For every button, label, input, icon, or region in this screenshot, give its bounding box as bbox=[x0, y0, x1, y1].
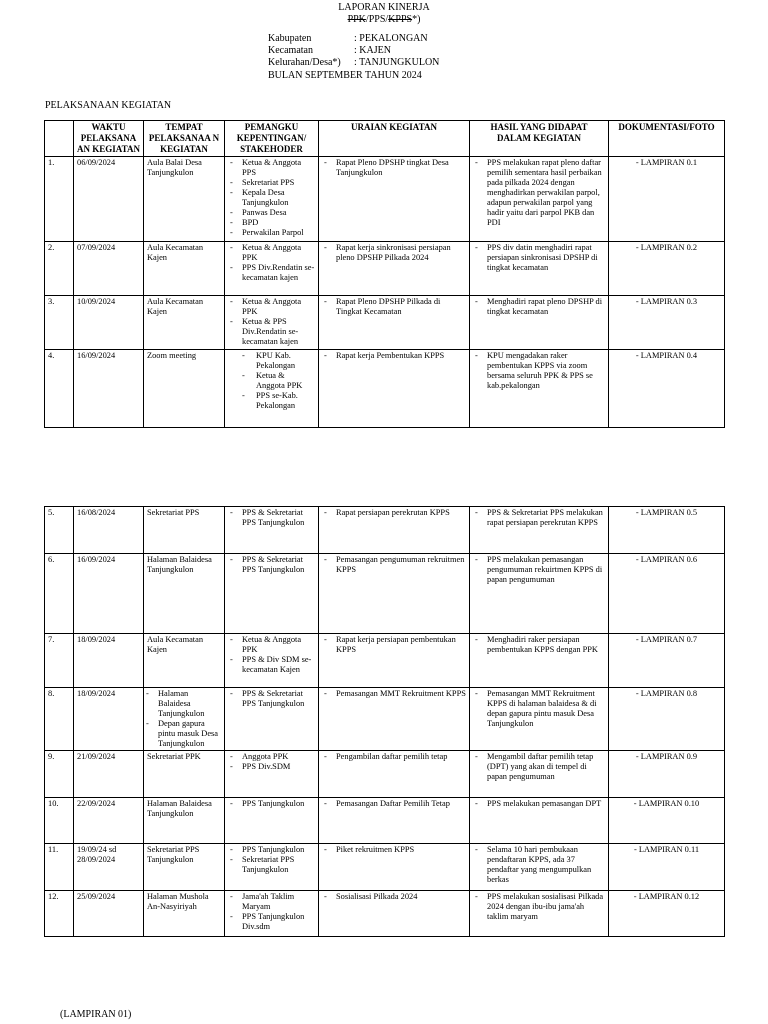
cell-documentation: - LAMPIRAN 0.8 bbox=[609, 688, 725, 751]
cell-no: 9. bbox=[45, 751, 74, 798]
field-value: : KAJEN bbox=[354, 45, 391, 56]
col-waktu: WAKTU PELAKSANA AN KEGIATAN bbox=[74, 121, 144, 157]
bullet-list bbox=[228, 752, 315, 772]
cell-place: Aula Kecamatan Kajen bbox=[144, 242, 225, 296]
cell-date: 19/09/24 sd 28/09/2024 bbox=[74, 844, 144, 891]
bullet-list bbox=[228, 243, 315, 283]
struck-ppk: PPK bbox=[347, 14, 366, 25]
bullet-list bbox=[473, 892, 605, 922]
list-item: - Pemasangan pengumuman rekruitmen KPPS bbox=[336, 555, 466, 575]
bullet-list bbox=[473, 635, 605, 655]
cell-documentation: - LAMPIRAN 0.11 bbox=[609, 844, 725, 891]
list-item: - Ketua & Anggota PPK bbox=[242, 635, 315, 655]
table-row bbox=[45, 157, 725, 242]
list-item: - Perwakilan Parpol bbox=[242, 228, 315, 238]
cell-documentation: - LAMPIRAN 0.12 bbox=[609, 891, 725, 937]
list-item: - PPS Div.Rendatin se-kecamatan kajen bbox=[242, 263, 315, 283]
cell-uraian bbox=[319, 296, 470, 350]
cell-place: Halaman Balaidesa Tanjungkulon bbox=[144, 554, 225, 634]
bullet-list bbox=[228, 689, 315, 709]
bullet-list bbox=[322, 555, 466, 575]
cell-stakeholders bbox=[225, 891, 319, 937]
cell-uraian bbox=[319, 157, 470, 242]
bullet-list bbox=[144, 689, 221, 749]
report-subtitle bbox=[0, 14, 768, 26]
bullet-list bbox=[322, 752, 466, 762]
cell-hasil bbox=[470, 798, 609, 844]
list-item: - Rapat kerja sinkronisasi persiapan pleno DPSHP Pilkada 2024 bbox=[336, 243, 466, 263]
cell-stakeholders bbox=[225, 242, 319, 296]
cell-documentation: - LAMPIRAN 0.1 bbox=[609, 157, 725, 242]
table-row bbox=[45, 751, 725, 798]
attachment-ref: LAMPIRAN 0.7 bbox=[640, 635, 698, 644]
field-value: : TANJUNGKULON bbox=[354, 57, 440, 68]
list-item: - PPS melakukan pemasangan pengumuman rekuirtmen KPPS di papan pengumuman bbox=[487, 555, 605, 585]
list-item: - KPU mengadakan raker pembentukan KPPS via zoom bersama seluruh PPK & PPS se kab.pekalongan bbox=[487, 351, 605, 391]
col-hasil: HASIL YANG DIDAPAT DALAM KEGIATAN bbox=[470, 121, 609, 157]
table-row bbox=[45, 634, 725, 688]
cell-stakeholders bbox=[225, 157, 319, 242]
list-item: - PPS Div.SDM bbox=[242, 762, 315, 772]
field-kecamatan bbox=[268, 45, 439, 57]
cell-date: 16/09/2024 bbox=[74, 350, 144, 428]
cell-hasil bbox=[470, 554, 609, 634]
cell-no: 11. bbox=[45, 844, 74, 891]
bullet-list bbox=[473, 555, 605, 585]
field-kelurahan bbox=[268, 57, 439, 69]
bullet-list bbox=[322, 845, 466, 855]
cell-hasil bbox=[470, 751, 609, 798]
attachment-ref: LAMPIRAN 0.2 bbox=[640, 243, 698, 252]
cell-documentation: - LAMPIRAN 0.7 bbox=[609, 634, 725, 688]
col-pemangku: PEMANGKU KEPENTINGAN/ STAKEHODER bbox=[225, 121, 319, 157]
cell-date: 22/09/2024 bbox=[74, 798, 144, 844]
list-item: - PPS Tanjungkulon Div.sdm bbox=[242, 912, 315, 932]
list-item: - Ketua & Anggota PPK bbox=[242, 243, 315, 263]
cell-date: 21/09/2024 bbox=[74, 751, 144, 798]
cell-documentation: - LAMPIRAN 0.5 bbox=[609, 507, 725, 554]
bullet-list bbox=[322, 892, 466, 902]
list-item: - PPS melakukan sosialisasi Pilkada 2024 dengan ibu-ibu jama'ah taklim maryam bbox=[487, 892, 605, 922]
cell-uraian bbox=[319, 350, 470, 428]
list-item: - Depan gapura pintu masuk Desa Tanjungkulon bbox=[158, 719, 221, 749]
bullet-list bbox=[228, 508, 315, 528]
cell-place: Sekretariat PPS Tanjungkulon bbox=[144, 844, 225, 891]
field-value: : PEKALONGAN bbox=[354, 33, 428, 44]
bullet-list bbox=[322, 243, 466, 263]
report-period: BULAN SEPTEMBER TAHUN 2024 bbox=[268, 70, 422, 81]
bullet-list bbox=[473, 508, 605, 528]
list-item: - BPD bbox=[242, 218, 315, 228]
bullet-list bbox=[228, 351, 315, 411]
bullet-list bbox=[322, 508, 466, 518]
bullet-list bbox=[473, 351, 605, 391]
list-item: - Kepala Desa Tanjungkulon bbox=[242, 188, 315, 208]
cell-documentation: - LAMPIRAN 0.6 bbox=[609, 554, 725, 634]
cell-stakeholders bbox=[225, 554, 319, 634]
cell-stakeholders bbox=[225, 507, 319, 554]
list-item: - PPS & Sekretariat PPS melakukan rapat persiapan perekrutan KPPS bbox=[487, 508, 605, 528]
section-title: PELAKSANAAN KEGIATAN bbox=[45, 100, 172, 111]
bullet-list bbox=[228, 158, 315, 238]
cell-uraian bbox=[319, 891, 470, 937]
col-uraian: URAIAN KEGIATAN bbox=[319, 121, 470, 157]
cell-stakeholders bbox=[225, 296, 319, 350]
bullet-list bbox=[228, 555, 315, 575]
bullet-list bbox=[473, 158, 605, 228]
list-item: - Rapat Pleno DPSHP Pilkada di Tingkat Kecamatan bbox=[336, 297, 466, 317]
location-fields bbox=[268, 33, 439, 69]
report-title: LAPORAN KINERJA bbox=[338, 2, 430, 13]
cell-no: 10. bbox=[45, 798, 74, 844]
list-item: - Sosialisasi Pilkada 2024 bbox=[336, 892, 466, 902]
list-item: - Pemasangan MMT Rekruitment KPPS bbox=[336, 689, 466, 699]
bullet-list bbox=[228, 799, 315, 809]
cell-hasil bbox=[470, 157, 609, 242]
cell-hasil bbox=[470, 634, 609, 688]
cell-documentation: - LAMPIRAN 0.9 bbox=[609, 751, 725, 798]
activity-table-page2 bbox=[44, 506, 725, 937]
list-item: - Selama 10 hari pembukaan pendaftaran KPPS, ada 37 pendaftar yang mengumpulkan berkas bbox=[487, 845, 605, 885]
cell-documentation: - LAMPIRAN 0.10 bbox=[609, 798, 725, 844]
cell-date: 10/09/2024 bbox=[74, 296, 144, 350]
table-row bbox=[45, 296, 725, 350]
list-item: - KPU Kab. Pekalongan bbox=[256, 351, 315, 371]
list-item: - PPS Tanjungkulon bbox=[242, 799, 315, 809]
col-dokumentasi: DOKUMENTASI/FOTO bbox=[609, 121, 725, 157]
attachment-ref: LAMPIRAN 0.11 bbox=[638, 845, 700, 854]
cell-place: Sekretariat PPK bbox=[144, 751, 225, 798]
cell-stakeholders bbox=[225, 798, 319, 844]
list-item: - PPS & Sekretariat PPS Tanjungkulon bbox=[242, 555, 315, 575]
attachment-ref: LAMPIRAN 0.9 bbox=[640, 752, 698, 761]
attachment-ref: LAMPIRAN 0.8 bbox=[640, 689, 698, 698]
list-item: - Menghadiri raker persiapan pembentukan KPPS dengan PPK bbox=[487, 635, 605, 655]
cell-date: 25/09/2024 bbox=[74, 891, 144, 937]
cell-hasil bbox=[470, 507, 609, 554]
cell-hasil bbox=[470, 891, 609, 937]
cell-date: 16/08/2024 bbox=[74, 507, 144, 554]
cell-no: 5. bbox=[45, 507, 74, 554]
cell-hasil bbox=[470, 296, 609, 350]
list-item: - Piket rekruitmen KPPS bbox=[336, 845, 466, 855]
bullet-list bbox=[322, 351, 466, 361]
table-row bbox=[45, 242, 725, 296]
cell-place: Zoom meeting bbox=[144, 350, 225, 428]
cell-no: 12. bbox=[45, 891, 74, 937]
list-item: - Pemasangan MMT Rekruitment KPPS di halaman balaidesa & di depan gapura pintu masuk Desa Tanjungkulon bbox=[487, 689, 605, 729]
cell-date: 06/09/2024 bbox=[74, 157, 144, 242]
cell-place: Aula Kecamatan Kajen bbox=[144, 634, 225, 688]
list-item: - Pemasangan Daftar Pemilih Tetap bbox=[336, 799, 466, 809]
list-item: - PPS & Sekretariat PPS Tanjungkulon bbox=[242, 508, 315, 528]
cell-date: 16/09/2024 bbox=[74, 554, 144, 634]
bullet-list bbox=[473, 799, 605, 809]
cell-place: Aula Kecamatan Kajen bbox=[144, 296, 225, 350]
table-row bbox=[45, 844, 725, 891]
bullet-list bbox=[228, 297, 315, 347]
list-item: - PPS & Sekretariat PPS Tanjungkulon bbox=[242, 689, 315, 709]
bullet-list bbox=[322, 689, 466, 699]
bullet-list bbox=[473, 243, 605, 273]
table-row bbox=[45, 507, 725, 554]
cell-date: 18/09/2024 bbox=[74, 634, 144, 688]
bullet-list bbox=[322, 635, 466, 655]
cell-no: 3. bbox=[45, 296, 74, 350]
footer-attachment: (LAMPIRAN 01) bbox=[60, 1009, 132, 1020]
bullet-list bbox=[228, 635, 315, 675]
cell-documentation: - LAMPIRAN 0.2 bbox=[609, 242, 725, 296]
cell-place: Aula Balai Desa Tanjungkulon bbox=[144, 157, 225, 242]
list-item: - Halaman Balaidesa Tanjungkulon bbox=[158, 689, 221, 719]
list-item: - PPS div datin menghadiri rapat persiapan sinkronisasi DPSHP di tingkat kecamatan bbox=[487, 243, 605, 273]
cell-stakeholders bbox=[225, 634, 319, 688]
bullet-list bbox=[228, 845, 315, 875]
list-item: - Rapat persiapan perekrutan KPPS bbox=[336, 508, 466, 518]
list-item: - PPS melakukan pemasangan DPT bbox=[487, 799, 605, 809]
bullet-list bbox=[473, 752, 605, 782]
cell-place bbox=[144, 688, 225, 751]
attachment-ref: LAMPIRAN 0.3 bbox=[640, 297, 698, 306]
list-item: - Rapat Pleno DPSHP tingkat Desa Tanjungkulon bbox=[336, 158, 466, 178]
cell-uraian bbox=[319, 751, 470, 798]
sub-mid: /PPS/ bbox=[365, 14, 389, 25]
cell-no: 7. bbox=[45, 634, 74, 688]
table-row bbox=[45, 798, 725, 844]
cell-uraian bbox=[319, 844, 470, 891]
list-item: - Menghadiri rapat pleno DPSHP di tingkat kecamatan bbox=[487, 297, 605, 317]
bullet-list bbox=[473, 297, 605, 317]
cell-documentation: - LAMPIRAN 0.4 bbox=[609, 350, 725, 428]
cell-uraian bbox=[319, 554, 470, 634]
attachment-ref: LAMPIRAN 0.1 bbox=[640, 158, 698, 167]
cell-stakeholders bbox=[225, 844, 319, 891]
cell-uraian bbox=[319, 798, 470, 844]
cell-stakeholders bbox=[225, 688, 319, 751]
cell-place: Halaman Mushola An-Nasyiriyah bbox=[144, 891, 225, 937]
attachment-ref: LAMPIRAN 0.4 bbox=[640, 351, 698, 360]
cell-no: 8. bbox=[45, 688, 74, 751]
list-item: - Pengambilan daftar pemilih tetap bbox=[336, 752, 466, 762]
attachment-ref: LAMPIRAN 0.5 bbox=[640, 508, 698, 517]
bullet-list bbox=[322, 799, 466, 809]
list-item: - Sekretariat PPS Tanjungkulon bbox=[242, 855, 315, 875]
list-item: - Jama'ah Taklim Maryam bbox=[242, 892, 315, 912]
col-tempat: TEMPAT PELAKSANAA N KEGIATAN bbox=[144, 121, 225, 157]
bullet-list bbox=[322, 297, 466, 317]
bullet-list bbox=[473, 689, 605, 729]
list-item: - Anggota PPK bbox=[242, 752, 315, 762]
cell-documentation: - LAMPIRAN 0.3 bbox=[609, 296, 725, 350]
cell-stakeholders bbox=[225, 350, 319, 428]
bullet-list bbox=[473, 845, 605, 885]
cell-hasil bbox=[470, 350, 609, 428]
field-label: Kelurahan/Desa*) bbox=[268, 57, 341, 68]
cell-hasil bbox=[470, 844, 609, 891]
cell-uraian bbox=[319, 688, 470, 751]
cell-hasil bbox=[470, 688, 609, 751]
list-item: - Ketua & Anggota PPS bbox=[242, 158, 315, 178]
bullet-list bbox=[228, 892, 315, 932]
struck-kpps: KPPS bbox=[388, 14, 413, 25]
cell-no: 2. bbox=[45, 242, 74, 296]
table-header-row bbox=[45, 121, 725, 157]
cell-uraian bbox=[319, 242, 470, 296]
cell-uraian bbox=[319, 507, 470, 554]
cell-uraian bbox=[319, 634, 470, 688]
cell-no: 6. bbox=[45, 554, 74, 634]
cell-date: 07/09/2024 bbox=[74, 242, 144, 296]
list-item: - PPS melakukan rapat pleno daftar pemilih sementara hasil perbaikan pada pilkada 2024 dengan menghadirkan perwakilan parpol, adapun perwakilan parpol yang hadir yaitu dari parpol PKB dan PDI bbox=[487, 158, 605, 228]
bullet-list bbox=[322, 158, 466, 178]
cell-date: 18/09/2024 bbox=[74, 688, 144, 751]
cell-no: 4. bbox=[45, 350, 74, 428]
list-item: - Ketua & PPS Div.Rendatin se-kecamatan kajen bbox=[242, 317, 315, 347]
list-item: - Ketua & Anggota PPK bbox=[256, 371, 315, 391]
cell-no: 1. bbox=[45, 157, 74, 242]
list-item: - Ketua & Anggota PPK bbox=[242, 297, 315, 317]
table-row bbox=[45, 688, 725, 751]
sub-end: *) bbox=[412, 14, 421, 25]
table-row bbox=[45, 891, 725, 937]
list-item: - Mengambil daftar pemilih tetap (DPT) yang akan di tempel di papan pengumuman bbox=[487, 752, 605, 782]
list-item: - Rapat kerja Pembentukan KPPS bbox=[336, 351, 466, 361]
attachment-ref: LAMPIRAN 0.12 bbox=[638, 892, 700, 901]
table-row bbox=[45, 350, 725, 428]
list-item: - PPS & Div SDM se-kecamatan Kajen bbox=[242, 655, 315, 675]
cell-hasil bbox=[470, 242, 609, 296]
col-no bbox=[45, 121, 74, 157]
table-row bbox=[45, 554, 725, 634]
field-label: Kabupaten bbox=[268, 33, 312, 44]
cell-place: Sekretariat PPS bbox=[144, 507, 225, 554]
field-label: Kecamatan bbox=[268, 45, 313, 56]
cell-stakeholders bbox=[225, 751, 319, 798]
activity-table-page1 bbox=[44, 120, 725, 428]
field-kabupaten bbox=[268, 33, 439, 45]
attachment-ref: LAMPIRAN 0.10 bbox=[638, 799, 700, 808]
list-item: - PPS se-Kab. Pekalongan bbox=[256, 391, 315, 411]
cell-place: Halaman Balaidesa Tanjungkulon bbox=[144, 798, 225, 844]
list-item: - Rapat kerja persiapan pembentukan KPPS bbox=[336, 635, 466, 655]
list-item: - Panwas Desa bbox=[242, 208, 315, 218]
attachment-ref: LAMPIRAN 0.6 bbox=[640, 555, 698, 564]
list-item: - PPS Tanjungkulon bbox=[242, 845, 315, 855]
list-item: - Sekretariat PPS bbox=[242, 178, 315, 188]
